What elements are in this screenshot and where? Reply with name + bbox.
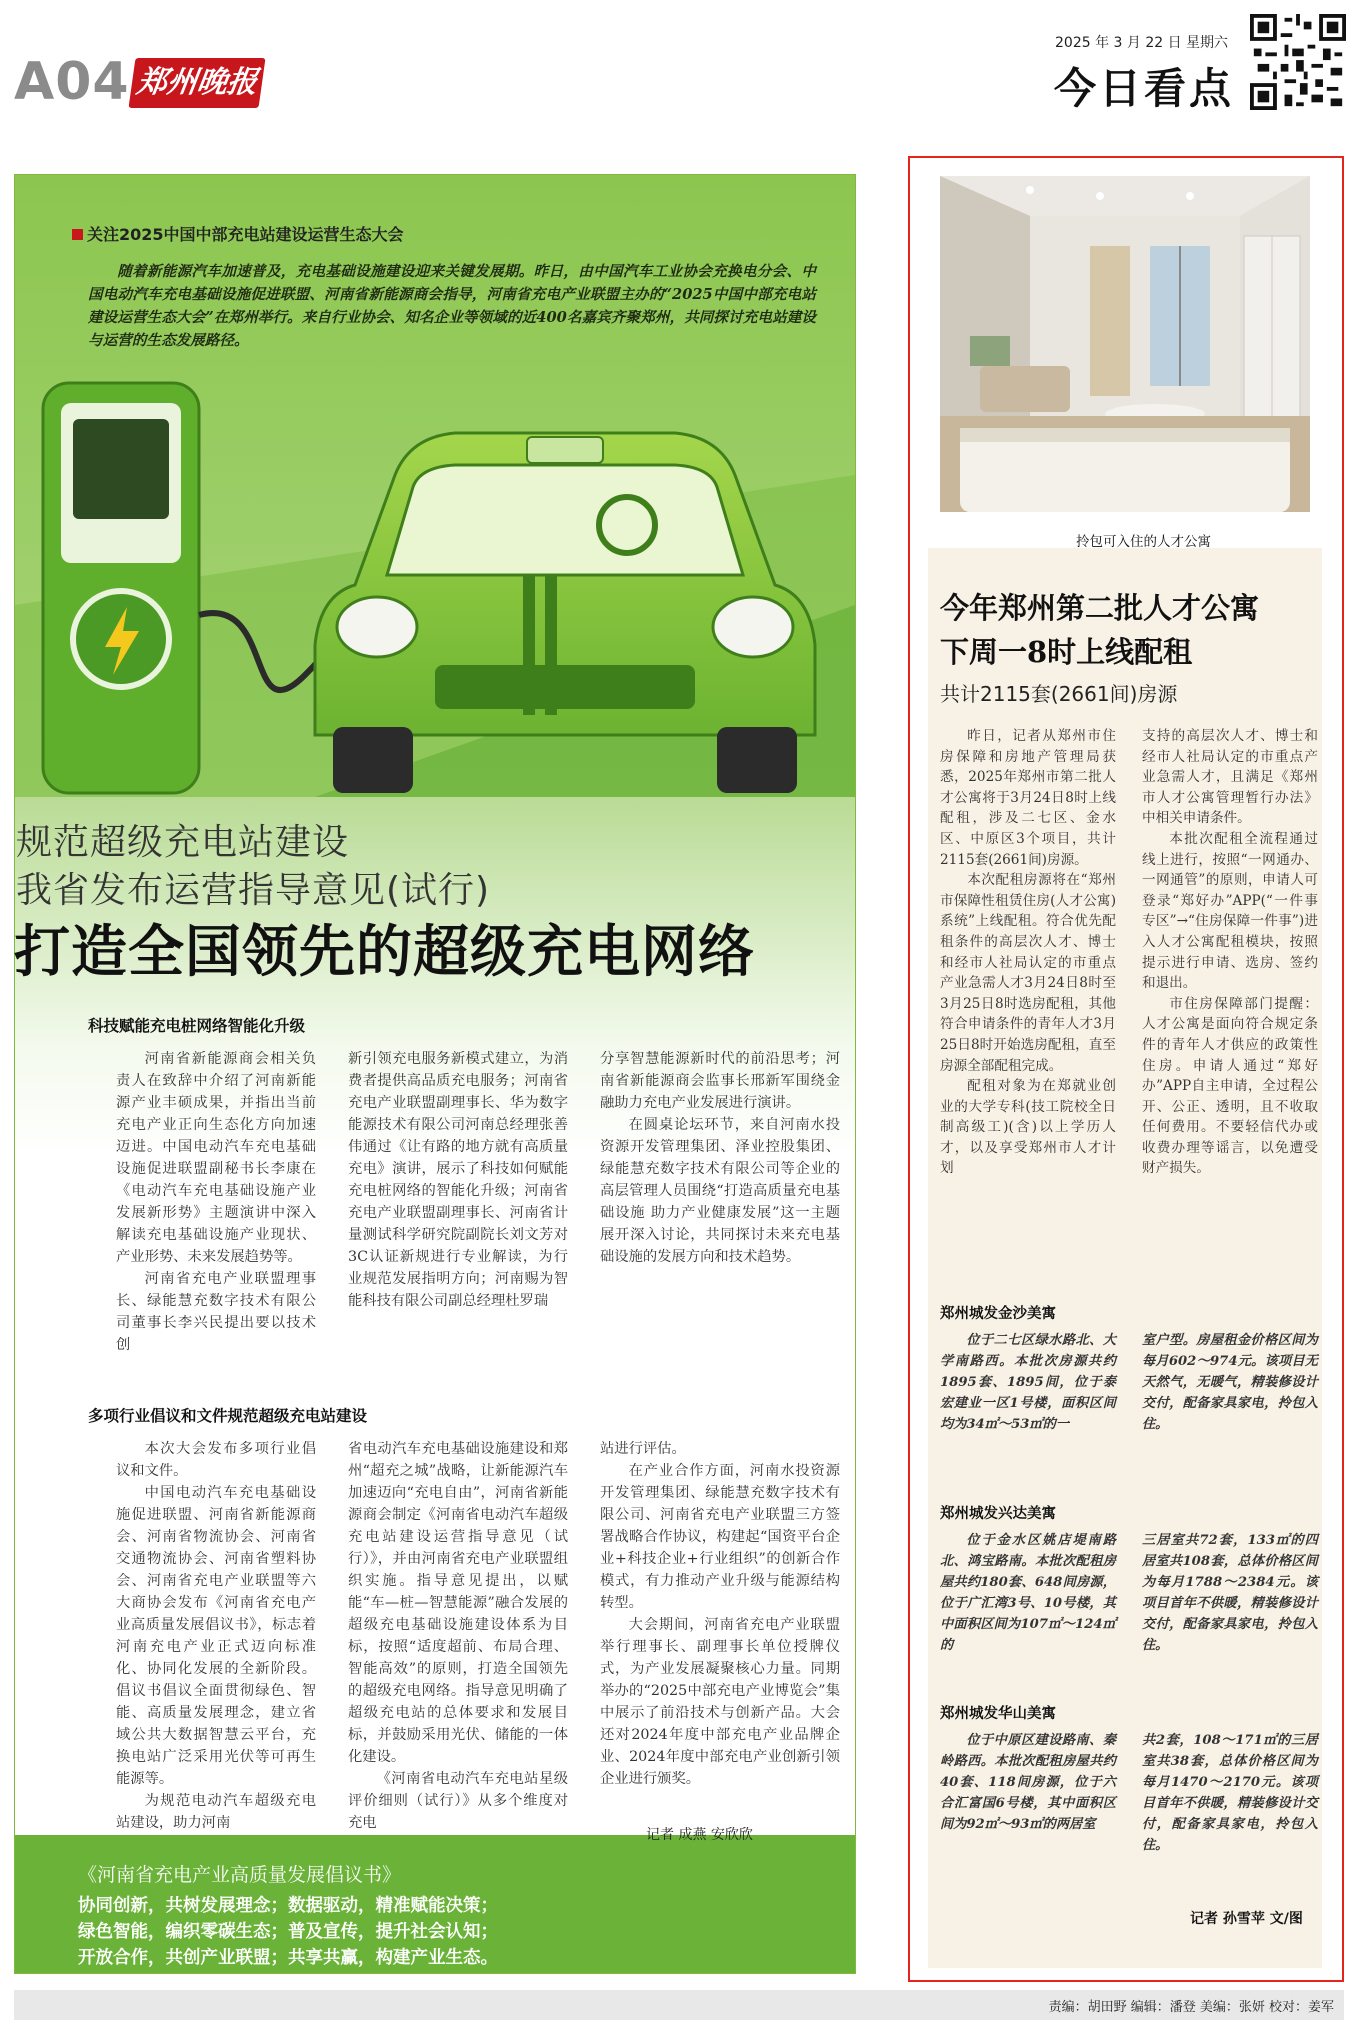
issue-date: 2025 年 3 月 22 日 星期六 xyxy=(1055,35,1229,51)
paragraph: 站进行评估。 xyxy=(600,1441,686,1457)
paragraph: 在产业合作方面，河南水投资源开发管理集团、绿能慧充数字技术有限公司、河南省充电产业联盟三方签署战略合作协议，构建起“国资平台企业+科技企业+行业组织”的创新合作模式，有力推动产业升级与能源结构转型。 xyxy=(600,1463,840,1611)
paragraph: 分享智慧能源新时代的前沿思考；河南省新能源商会监事长邢新军围绕金融助力充电产业发展进行演讲。 xyxy=(600,1051,840,1111)
project-xingda-left xyxy=(940,1530,1116,1656)
paragraph: 河南省新能源商会相关负责人在致辞中介绍了河南新能源产业丰硕成果，并指出当前充电产业正向生态化方向加速迈进。中国电动汽车充电基础设施促进联盟副秘书长李康在《电动汽车充电基础设施产业发展新形势》主题演讲中深入解读充电基础设施产业现状、产业形势、未来发展趋势等。 xyxy=(116,1051,316,1265)
advocacy-title: 《河南省充电产业高质量发展倡议书》 xyxy=(78,1864,402,1886)
main-headline: 打造全国领先的超级充电网络 xyxy=(14,919,755,985)
paragraph: 中国电动汽车充电基础设施促进联盟、河南省新能源商会、河南省物流协会、河南省交通物流协会、河南省塑料协会、河南省充电产业联盟等六大商协会发布《河南省充电产业高质量发展倡议书》，标志着河南充电产业正式迈向标准化、协同化发展的全新阶段。倡议书倡议全面贯彻绿色、智能、高质量发展理念，建立省域公共大数据智慧云平台，充换电站广泛采用光伏等可再生能源等。 xyxy=(116,1485,316,1787)
paragraph: 本批次配租全流程通过线上进行，按照“一网通办、一网通管”的原则，申请人可登录“郑好办”APP(“一件事专区”→“住房保障一件事”)进入人才公寓配租模块，按照提示进行申请、选房、签约和退出。 xyxy=(1142,830,1318,992)
project-title-xingda: 郑州城发兴达美寓 xyxy=(940,1506,1056,1522)
section-tag: 关注2025中国中部充电站建设运营生态大会 xyxy=(72,222,404,245)
subheading-1: 科技赋能充电桩网络智能化升级 xyxy=(88,1017,306,1035)
project-huashan-right xyxy=(1142,1730,1318,1856)
section1-col3 xyxy=(600,1048,840,1268)
apartment-col2 xyxy=(1142,726,1318,1179)
photo-caption: 拎包可入住的人才公寓 xyxy=(1076,534,1211,550)
paragraph: 新引领充电服务新模式建立，为消费者提供高品质充电服务；河南省充电产业联盟副理事长、华为数字能源技术有限公司河南总经理张善伟通过《让有路的地方就有高质量充电》演讲，展示了科技如何赋能充电桩网络的智能化升级；河南省充电产业联盟副理事长、河南省计量测试科学研究院副院长刘文芳对3C认证新规进行专业解读，为行业规范发展指明方向；河南赐为智能科技有限公司副总经理杜罗瑞 xyxy=(348,1051,568,1309)
paragraph: 《河南省电动汽车充电站星级评价细则（试行）》从多个维度对充电 xyxy=(348,1771,568,1831)
project-jinsha-left xyxy=(940,1330,1116,1435)
paragraph: 位于金水区姚店堤南路北、鸿宝路南。本批次配租房屋共约180套、648间房源，位于广汇湾3号、10号楼，其中面积区间为107㎡～124㎡的 xyxy=(940,1533,1116,1653)
paragraph: 昨日，记者从郑州市住房保障和房地产管理局获悉，2025年郑州市第二批人才公寓将于3月24日8时上线配租，涉及二七区、金水区、中原区3个项目，共计2115套(2661间)房源。 xyxy=(940,728,1116,868)
section1-col1 xyxy=(116,1048,316,1356)
apartment-headline-line-1: 今年郑州第二批人才公寓 xyxy=(940,591,1260,625)
project-jinsha-right xyxy=(1142,1330,1318,1435)
red-square-icon xyxy=(72,229,83,240)
apartment-photo xyxy=(940,176,1310,512)
subheading-2: 多项行业倡议和文件规范超级充电站建设 xyxy=(88,1407,368,1425)
paragraph: 位于二七区绿水路北、大学南路西。本批次房源共约1895套、1895间，位于泰宏建业一区1号楼，面积区间均为34㎡～53㎡的一 xyxy=(940,1333,1116,1432)
project-title-huashan: 郑州城发华山美寓 xyxy=(940,1706,1056,1722)
project-title-jinsha: 郑州城发金沙美寓 xyxy=(940,1306,1056,1322)
qr-code-icon[interactable] xyxy=(1250,14,1346,110)
apartment-headline-line-2: 下周一8时上线配租 xyxy=(940,635,1193,669)
section2-col2 xyxy=(348,1438,568,1834)
section-title: 今日看点 xyxy=(1054,64,1235,113)
advocacy-line: 绿色智能，编织零碳生态；普及宣传，提升社会认知； xyxy=(78,1922,498,1942)
paragraph: 本次配租房源将在“郑州市保障性租赁住房(人才公寓)系统”上线配租。符合优先配租条件的高层次人才、博士和经市人社局认定的市重点产业急需人才3月24日8时至3月25日8时选房配租，其他符合申请条件的青年人才3月25日8时开始选房配租，直至房源全部配租完成。 xyxy=(940,872,1116,1074)
editor-credits: 责编：胡田野 编辑：潘登 美编：张妍 校对：姜军 xyxy=(1048,2000,1334,2015)
newspaper-logo: 郑州晚报 xyxy=(128,58,265,108)
article-intro: 随着新能源汽车加速普及，充电基础设施建设迎来关键发展期。昨日，由中国汽车工业协会充换电分会、中国电动汽车充电基础设施促进联盟、河南省新能源商会指导，河南省充电产业联盟主办的“2025中国中部充电站建设运营生态大会”在郑州举行。来自行业协会、知名企业等领域的近400名嘉宾齐聚郑州，共同探讨充电站建设与运营的生态发展路径。 xyxy=(88,263,816,349)
reporter-byline: 记者 成燕 安欣欣 xyxy=(646,1827,753,1843)
paragraph: 大会期间，河南省充电产业联盟举行理事长、副理事长单位授牌仪式，为产业发展凝聚核心力量。同期举办的“2025中部充电产业博览会”集中展示了前沿技术与创新产品。大会还对2024年度中部充电产业品牌企业、2024年度中部充电产业创新引领企业进行颁奖。 xyxy=(600,1617,840,1787)
paragraph: 三居室共72套，133㎡的四居室共108套，总体价格区间为每月1788～2384元。该项目首年不供暖，精装修设计交付，配备家具家电，拎包入住。 xyxy=(1142,1533,1318,1653)
advocacy-line: 协同创新，共树发展理念；数据驱动，精准赋能决策； xyxy=(78,1896,498,1916)
kicker-line-2: 我省发布运营指导意见(试行) xyxy=(16,870,491,911)
paragraph: 支持的高层次人才、博士和经市人社局认定的市重点产业急需人才，且满足《郑州市人才公寓管理暂行办法》中相关申请条件。 xyxy=(1142,728,1318,827)
paragraph: 配租对象为在郑就业创业的大学专科(技工院校全日制高级工)(含)以上学历人才，以及享受郑州市人才计划 xyxy=(940,1078,1116,1177)
apartment-col1 xyxy=(940,726,1116,1179)
section2-col3 xyxy=(600,1438,840,1790)
paragraph: 为规范电动汽车超级充电站建设，助力河南 xyxy=(116,1793,316,1831)
apartment-reporter-byline: 记者 孙雪苹 文/图 xyxy=(1190,1911,1303,1927)
section2-col1 xyxy=(116,1438,316,1834)
kicker-line-1: 规范超级充电站建设 xyxy=(16,822,350,863)
paragraph: 在圆桌论坛环节，来自河南水投资源开发管理集团、泽业控股集团、绿能慧充数字技术有限公司等企业的高层管理人员围绕“打造高质量充电基础设施 助力产业健康发展”这一主题展开深入讨论，共同探讨未来充电基础设施的发展方向和技术趋势。 xyxy=(600,1117,840,1265)
advocacy-line: 开放合作，共创产业联盟；共享共赢，构建产业生态。 xyxy=(78,1948,498,1968)
page-number: A04 xyxy=(14,52,130,112)
section1-col2 xyxy=(348,1048,568,1312)
apartment-subtitle: 共计2115套(2661间)房源 xyxy=(940,682,1178,706)
paragraph: 本次大会发布多项行业倡议和文件。 xyxy=(116,1441,316,1479)
paragraph: 室户型。房屋租金价格区间为每月602～974元。该项目无天然气，无暖气，精装修设计交付，配备家具家电，拎包入住。 xyxy=(1142,1333,1318,1432)
paragraph: 河南省充电产业联盟理事长、绿能慧充数字技术有限公司董事长李兴民提出要以技术创 xyxy=(116,1271,316,1353)
paragraph: 市住房保障部门提醒：人才公寓是面向符合规定条件的青年人才供应的政策性住房。申请人通过“郑好办”APP自主申请，全过程公开、公正、透明，且不收取任何费用。不要轻信代办或收费办理等谣言，以免遭受财产损失。 xyxy=(1142,995,1318,1177)
paragraph: 共2套，108～171㎡的三居室共38套，总体价格区间为每月1470～2170元。该项目首年不供暖，精装修设计交付，配备家具家电，拎包入住。 xyxy=(1142,1733,1318,1853)
paragraph: 省电动汽车充电基础设施建设和郑州“超充之城”战略，让新能源汽车加速迈向“充电自由”，河南省新能源商会制定《河南省电动汽车超级充电站建设运营指导意见（试行）》，并由河南省充电产业联盟组织实施。指导意见提出，以赋能“车—桩—智慧能源”融合发展的超级充电基础设施建设体系为目标，按照“适度超前、布局合理、智能高效”的原则，打造全国领先的超级充电网络。指导意见明确了超级充电站的总体要求和发展目标，并鼓励采用光伏、储能的一体化建设。 xyxy=(348,1441,568,1765)
project-xingda-right xyxy=(1142,1530,1318,1656)
paragraph: 位于中原区建设路南、秦岭路西。本批次配租房屋共约40套、118间房源，位于六合汇富国6号楼，其中面积区间为92㎡～93㎡的两居室 xyxy=(940,1733,1116,1832)
project-huashan-left xyxy=(940,1730,1116,1835)
